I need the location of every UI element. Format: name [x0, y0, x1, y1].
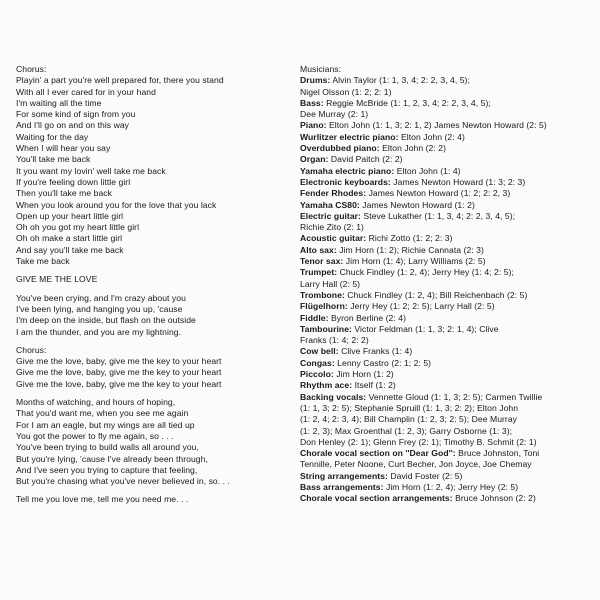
- credit-line: [300, 132, 590, 143]
- credit-detail: Richie Zito (2: 1): [300, 222, 364, 233]
- credit-detail: Victor Feldman (1: 1, 3; 2: 1, 4); Clive: [351, 323, 499, 334]
- verse-lyrics: [16, 293, 284, 338]
- credit-line: [300, 143, 590, 154]
- credit-detail: Elton John (1: 1, 3; 2: 1, 2) James Newton Howard (2: 5): [326, 120, 547, 131]
- credit-detail: Jim Horn (1: 4); Larry Williams (2: 5): [343, 256, 486, 267]
- credits-heading: Musicians:: [300, 64, 342, 74]
- credit-detail: Chuck Findley (1: 2, 4); Jerry Hey (1: 4; 2: 5);: [337, 267, 514, 278]
- credit-line: [300, 200, 590, 211]
- credit-line: [300, 482, 590, 493]
- credit-role: Piano:: [300, 120, 327, 131]
- credit-line: [300, 358, 590, 369]
- credit-line: [300, 335, 590, 346]
- lyric-line: It you want my lovin' well take me back: [16, 165, 166, 176]
- credit-role: Congas:: [300, 357, 335, 368]
- credit-detail: Elton John (2: 2): [379, 143, 446, 154]
- credit-detail: (1: 2, 3); Max Groenthal (1: 2, 3); Garry Osborne (1: 3);: [300, 425, 513, 436]
- credit-line: [300, 154, 590, 165]
- credit-detail: Jim Horn (1: 2, 4); Jerry Hey (2: 5): [383, 481, 519, 492]
- credit-line: [300, 346, 590, 357]
- credit-line: [300, 233, 590, 244]
- lyric-line: That you'd want me, when you see me again: [16, 408, 189, 419]
- lyric-line: Waiting for the day: [16, 131, 89, 142]
- credit-line: [300, 493, 590, 504]
- credit-line: [300, 75, 590, 86]
- credit-line: [300, 109, 590, 120]
- credit-line: [300, 369, 590, 380]
- credit-role: Piccolo:: [300, 369, 334, 380]
- credit-detail: Itself (1: 2): [352, 380, 396, 391]
- credit-line: [300, 279, 590, 290]
- credit-line: [300, 392, 590, 403]
- lyric-line: You'll take me back: [16, 154, 91, 165]
- lyric-line: But you're lying, 'cause I've already been through,: [16, 453, 208, 464]
- credit-role: Yamaha CS80:: [300, 199, 360, 210]
- lyric-line: I'm deep on the inside, but flash on the outside: [16, 315, 196, 326]
- credit-detail: Jim Horn (1: 2): [333, 369, 394, 380]
- credit-line: [300, 256, 590, 267]
- credit-role: Tambourine:: [300, 323, 352, 334]
- lyrics-column: [16, 64, 284, 506]
- credit-detail: David Foster (2: 5): [387, 470, 463, 481]
- credit-detail: Alvin Taylor (1: 1, 3, 4; 2: 2, 3, 4, 5);: [330, 75, 470, 86]
- lyric-line: But you're chasing what you've never believed in, so. . .: [16, 476, 230, 487]
- lyric-line: Playin' a part you're well prepared for, there you stand: [16, 75, 224, 86]
- credit-detail: Bruce Johnston, Toni: [455, 448, 540, 459]
- lyric-line: And say you'll take me back: [16, 244, 124, 255]
- chorus-heading: Chorus:: [16, 344, 47, 355]
- credit-line: [300, 324, 590, 335]
- lyric-line: I am the thunder, and you are my lightning.: [16, 326, 182, 337]
- credit-line: [300, 403, 590, 414]
- credit-detail: Vennette Gloud (1: 1, 3; 2: 5); Carmen Twillie: [366, 391, 543, 402]
- credits-column: [300, 64, 590, 505]
- lyric-line: And I've seen you trying to capture that feeling,: [16, 464, 198, 475]
- lyric-line: For I am an eagle, but my wings are all tied up: [16, 419, 195, 430]
- credit-line: [300, 166, 590, 177]
- chorus-heading: Chorus:: [16, 64, 47, 74]
- credit-line: [300, 301, 590, 312]
- credit-role: Wurlitzer electric piano:: [300, 131, 399, 142]
- credit-detail: Jim Horn (1: 2); Richie Cannata (2: 3): [336, 244, 484, 255]
- credit-detail: Steve Lukather (1: 1, 3, 4; 2: 2, 3, 4, 5);: [360, 210, 516, 221]
- credit-role: Fender Rhodes:: [300, 188, 367, 199]
- credit-role: Flügelhorn:: [300, 301, 348, 312]
- credit-detail: David Paitch (2: 2): [328, 154, 403, 165]
- credit-detail: (1: 2, 4; 2: 3, 4); Bill Champlin (1: 2, 3; 2: 5); Dee Murray: [300, 414, 518, 425]
- credit-role: Alto sax:: [300, 244, 337, 255]
- credit-line: [300, 448, 590, 459]
- lyric-line: You got the power to fly me again, so . . .: [16, 430, 174, 441]
- credit-detail: James Newton Howard (1: 3; 2: 3): [390, 176, 526, 187]
- credit-role: Rhythm ace:: [300, 380, 353, 391]
- credit-line: [300, 290, 590, 301]
- credit-line: [300, 245, 590, 256]
- credit-detail: (1: 1, 3; 2: 5); Stephanie Spruill (1: 1, 3; 2: 2); Elton John: [300, 402, 519, 413]
- credit-role: Bass arrangements:: [300, 481, 384, 492]
- lyric-line: I'm waiting all the time: [16, 97, 102, 108]
- lyric-line: I've been lying, and hanging you up, 'cause: [16, 303, 183, 314]
- lyric-line: Give me the love, baby, give me the key to your heart: [16, 367, 222, 378]
- credit-detail: Chuck Findley (1: 2, 4); Bill Reichenbach (2: 5): [344, 289, 528, 300]
- credit-line: [300, 267, 590, 278]
- credit-line: [300, 437, 590, 448]
- credit-line: [300, 313, 590, 324]
- credit-role: Yamaha electric piano:: [300, 165, 395, 176]
- lyric-line: Oh oh you got my heart little girl: [16, 222, 140, 233]
- credit-detail: Don Henley (2: 1); Glenn Frey (2: 1); Timothy B. Schmit (2: 1): [300, 436, 537, 447]
- verse-lyrics: [16, 397, 284, 487]
- credit-role: Fiddle:: [300, 312, 329, 323]
- song-title: GIVE ME THE LOVE: [16, 274, 98, 285]
- lyric-line: Then you'll take me back: [16, 188, 112, 199]
- credit-role: Overdubbed piano:: [300, 143, 380, 154]
- credit-role: Electric guitar:: [300, 210, 361, 221]
- credit-detail: Lenny Castro (2: 1; 2: 5): [334, 357, 432, 368]
- credit-detail: James Newton Howard (1: 2; 2: 2, 3): [366, 188, 511, 199]
- lyric-line: You've been trying to build walls all around you,: [16, 442, 199, 453]
- credit-detail: Elton John (1: 4): [394, 165, 461, 176]
- credit-role: Trombone:: [300, 289, 345, 300]
- credit-role: Bass:: [300, 97, 324, 108]
- credit-line: [300, 211, 590, 222]
- credit-role: Trumpet:: [300, 267, 338, 278]
- credit-role: Drums:: [300, 75, 331, 86]
- credit-line: [300, 87, 590, 98]
- credit-line: [300, 222, 590, 233]
- chorus-lyrics: [16, 356, 284, 390]
- credit-line: [300, 471, 590, 482]
- credit-detail: Clive Franks (1: 4): [338, 346, 413, 357]
- lyric-line: With all I ever cared for in your hand: [16, 86, 156, 97]
- credit-detail: Tennille, Peter Noone, Curt Becher, Jon Joyce, Joe Chemay: [300, 459, 532, 470]
- credit-role: Electronic keyboards:: [300, 176, 391, 187]
- lyric-line: Give me the love, baby, give me the key to your heart: [16, 378, 222, 389]
- credit-line: [300, 98, 590, 109]
- credit-line: [300, 177, 590, 188]
- credits-list: [300, 75, 590, 504]
- credit-detail: Dee Murray (2: 1): [300, 109, 369, 120]
- credit-line: [300, 426, 590, 437]
- credit-detail: James Newton Howard (1: 2): [359, 199, 475, 210]
- credit-line: [300, 414, 590, 425]
- credit-detail: Franks (1: 4; 2: 2): [300, 335, 369, 346]
- credit-role: Tenor sax:: [300, 256, 344, 267]
- lyric-line: Oh oh make a start little girl: [16, 233, 123, 244]
- credit-role: Chorale vocal section arrangements:: [300, 493, 453, 504]
- credit-line: [300, 380, 590, 391]
- credit-line: [300, 188, 590, 199]
- credit-detail: Bruce Johnson (2: 2): [452, 493, 536, 504]
- credit-role: String arrangements:: [300, 470, 388, 481]
- credit-role: Acoustic guitar:: [300, 233, 367, 244]
- lyric-line: For some kind of sign from you: [16, 109, 136, 120]
- credit-detail: Reggie McBride (1: 1, 2, 3, 4; 2: 2, 3, 4, 5);: [323, 97, 491, 108]
- lyric-line: Give me the love, baby, give me the key to your heart: [16, 356, 222, 367]
- lyric-line: When I will hear you say: [16, 143, 111, 154]
- credit-role: Cow bell:: [300, 346, 339, 357]
- credit-role: Chorale vocal section on ''Dear God'':: [300, 448, 456, 459]
- credit-detail: Jerry Hey (1: 2; 2: 5); Larry Hall (2: 5): [347, 301, 495, 312]
- credit-detail: Larry Hall (2: 5): [300, 278, 361, 289]
- chorus-lyrics: [16, 75, 284, 267]
- lyric-line: You've been crying, and I'm crazy about you: [16, 292, 186, 303]
- credit-line: [300, 459, 590, 470]
- lyric-line: And I'll go on and on this way: [16, 120, 130, 131]
- credit-detail: Richi Zotto (1: 2; 2: 3): [366, 233, 453, 244]
- lyric-line: Months of watching, and hours of hoping,: [16, 397, 176, 408]
- credit-role: Backing vocals:: [300, 391, 367, 402]
- lyric-line: When you look around you for the love that you lack: [16, 199, 217, 210]
- lyric-line: Open up your heart little girl: [16, 210, 124, 221]
- credit-line: [300, 120, 590, 131]
- credit-detail: Elton John (2: 4): [398, 131, 465, 142]
- credit-detail: Nigel Olsson (1: 2; 2: 1): [300, 86, 392, 97]
- outro-lyric: Tell me you love me, tell me you need me. . .: [16, 494, 189, 505]
- credit-detail: Byron Berline (2: 4): [328, 312, 406, 323]
- credit-role: Organ:: [300, 154, 329, 165]
- lyric-line: If you're feeling down little girl: [16, 176, 131, 187]
- lyric-line: Take me back: [16, 256, 70, 267]
